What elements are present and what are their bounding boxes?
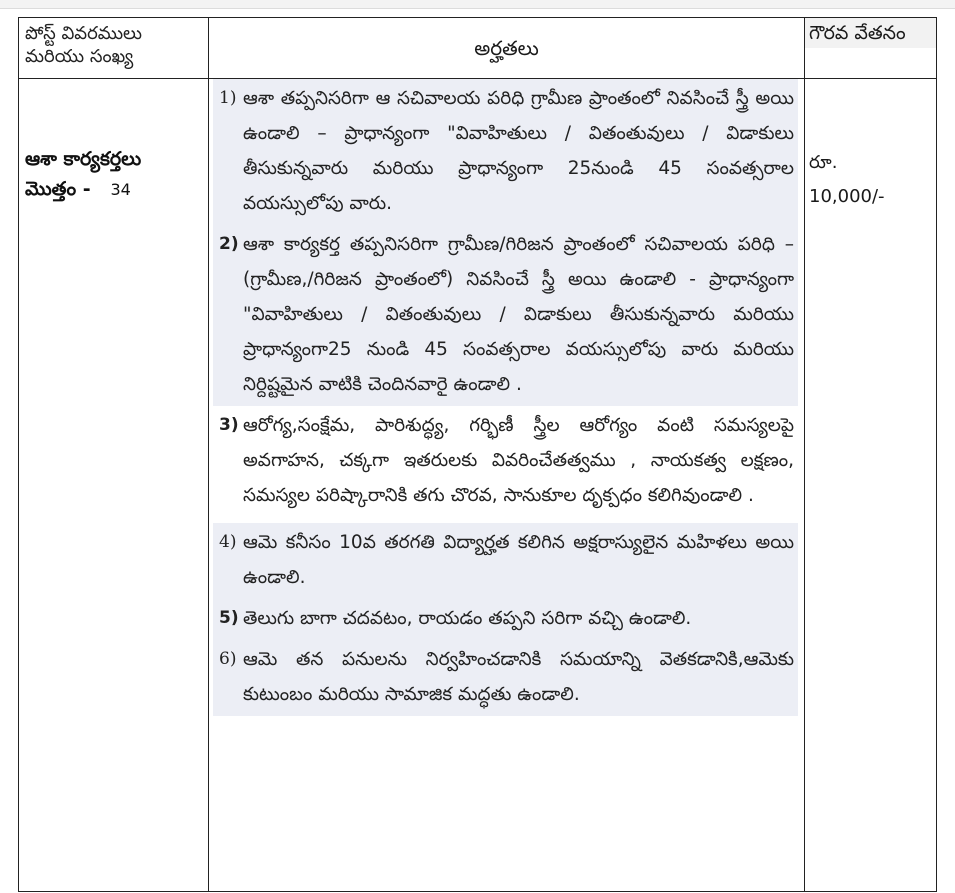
post-info [19,144,208,205]
data-row [19,79,937,892]
qualifications-cell [209,79,805,892]
qualification-item [213,225,798,406]
item-number: 6) [219,649,237,669]
item-text: తెలుగు బాగా చదవటం, రాయడం తప్పని సరిగా వచ్చి ఉండాలి. [243,608,692,629]
post-total-label: మొత్తం - [25,178,91,200]
header-salary-cell [805,18,937,79]
salary-cell [805,79,937,892]
qualification-item [213,599,798,640]
item-text: ఆశా తప్పనిసరిగా ఆ సచివాలయ పరిధి గ్రామీణ ప్రాంతంలో నివసించే స్త్రీ అయి ఉండాలి – ప్రాధాన్యంగా "వివాహితులు / వితంతువులు / విడాకులు తీసుకున్నవారు మరియు ప్రాధాన్యంగా 25నుండి 45 సంవత్సరాల వయస్సులోపు వారు. [243,88,794,214]
item-number: 2) [219,234,239,254]
eligibility-table [18,17,937,892]
salary-amount: 10,000/- [809,186,885,207]
salary-prefix: రూ. [809,152,838,173]
item-text: ఆశా కార్యకర్త తప్పనిసరిగా గ్రామీణ/గిరిజన ప్రాంతంలో సచివాలయ పరిధి – (గ్రామీణ,/గిరిజన ప్రాంతంలో) నివసించే స్త్రీ అయి ఉండాలి - ప్రాధాన్యంగా "వివాహితులు / వితంతువులు / విడాకులు తీసుకున్నవారు మరియు ప్రాధాన్యంగా25 నుండి 45 సంవత్సరాల వయస్సులోపు వారు మరియు నిర్దిష్టమైన వాటికి చెందినవారై ఉండాలి . [243,234,794,395]
item-number: 4) [219,532,237,552]
qualification-item [213,79,798,225]
post-total-count: 34 [110,180,131,199]
item-text: ఆరోగ్య,సంక్షేమ, పారిశుద్ధ్య, గర్భిణీ స్త్రీల ఆరోగ్యం వంటి సమస్యలపై అవగాహన, చక్కగా ఇతరులకు వివరించేతత్వము , నాయకత్వ లక్షణం, సమస్యల పరిష్కారానికి తగు చొరవ, సానుకూల దృక్పధం కలిగివుండాలి . [243,415,794,506]
qualification-item [213,406,798,517]
post-total [25,174,208,205]
qualification-item [213,640,798,716]
header-qualifications-cell [209,18,805,79]
post-cell [19,79,209,892]
item-text: ఆమె తన పనులను నిర్వహించడానికి సమయాన్ని వెతకడానికి,ఆమెకు కుటుంబం మరియు సామాజిక మద్ధతు ఉండాలి. [243,649,794,705]
item-number: 5) [219,608,239,628]
post-name: ఆశా కార్యకర్తలు [25,148,142,170]
page-top-edge [0,0,955,9]
header-qualifications: అర్హతలు [474,36,539,60]
header-post-cell [19,18,209,79]
header-post: పోస్ట్ వివరములు మరియు సంఖ్య [25,23,143,67]
header-salary: గౌరవ వేతనం [805,18,936,48]
item-text: ఆమె కనీసం 10వ తరగతి విద్యార్హత కలిగిన అక్షరాస్యులైన మహిళలు అయి ఉండాలి. [243,532,794,588]
item-number: 1) [219,88,237,108]
header-row [19,18,937,79]
qualification-item [213,523,798,599]
qualification-list [209,79,804,716]
salary-info [805,146,936,214]
item-number: 3) [219,415,239,435]
